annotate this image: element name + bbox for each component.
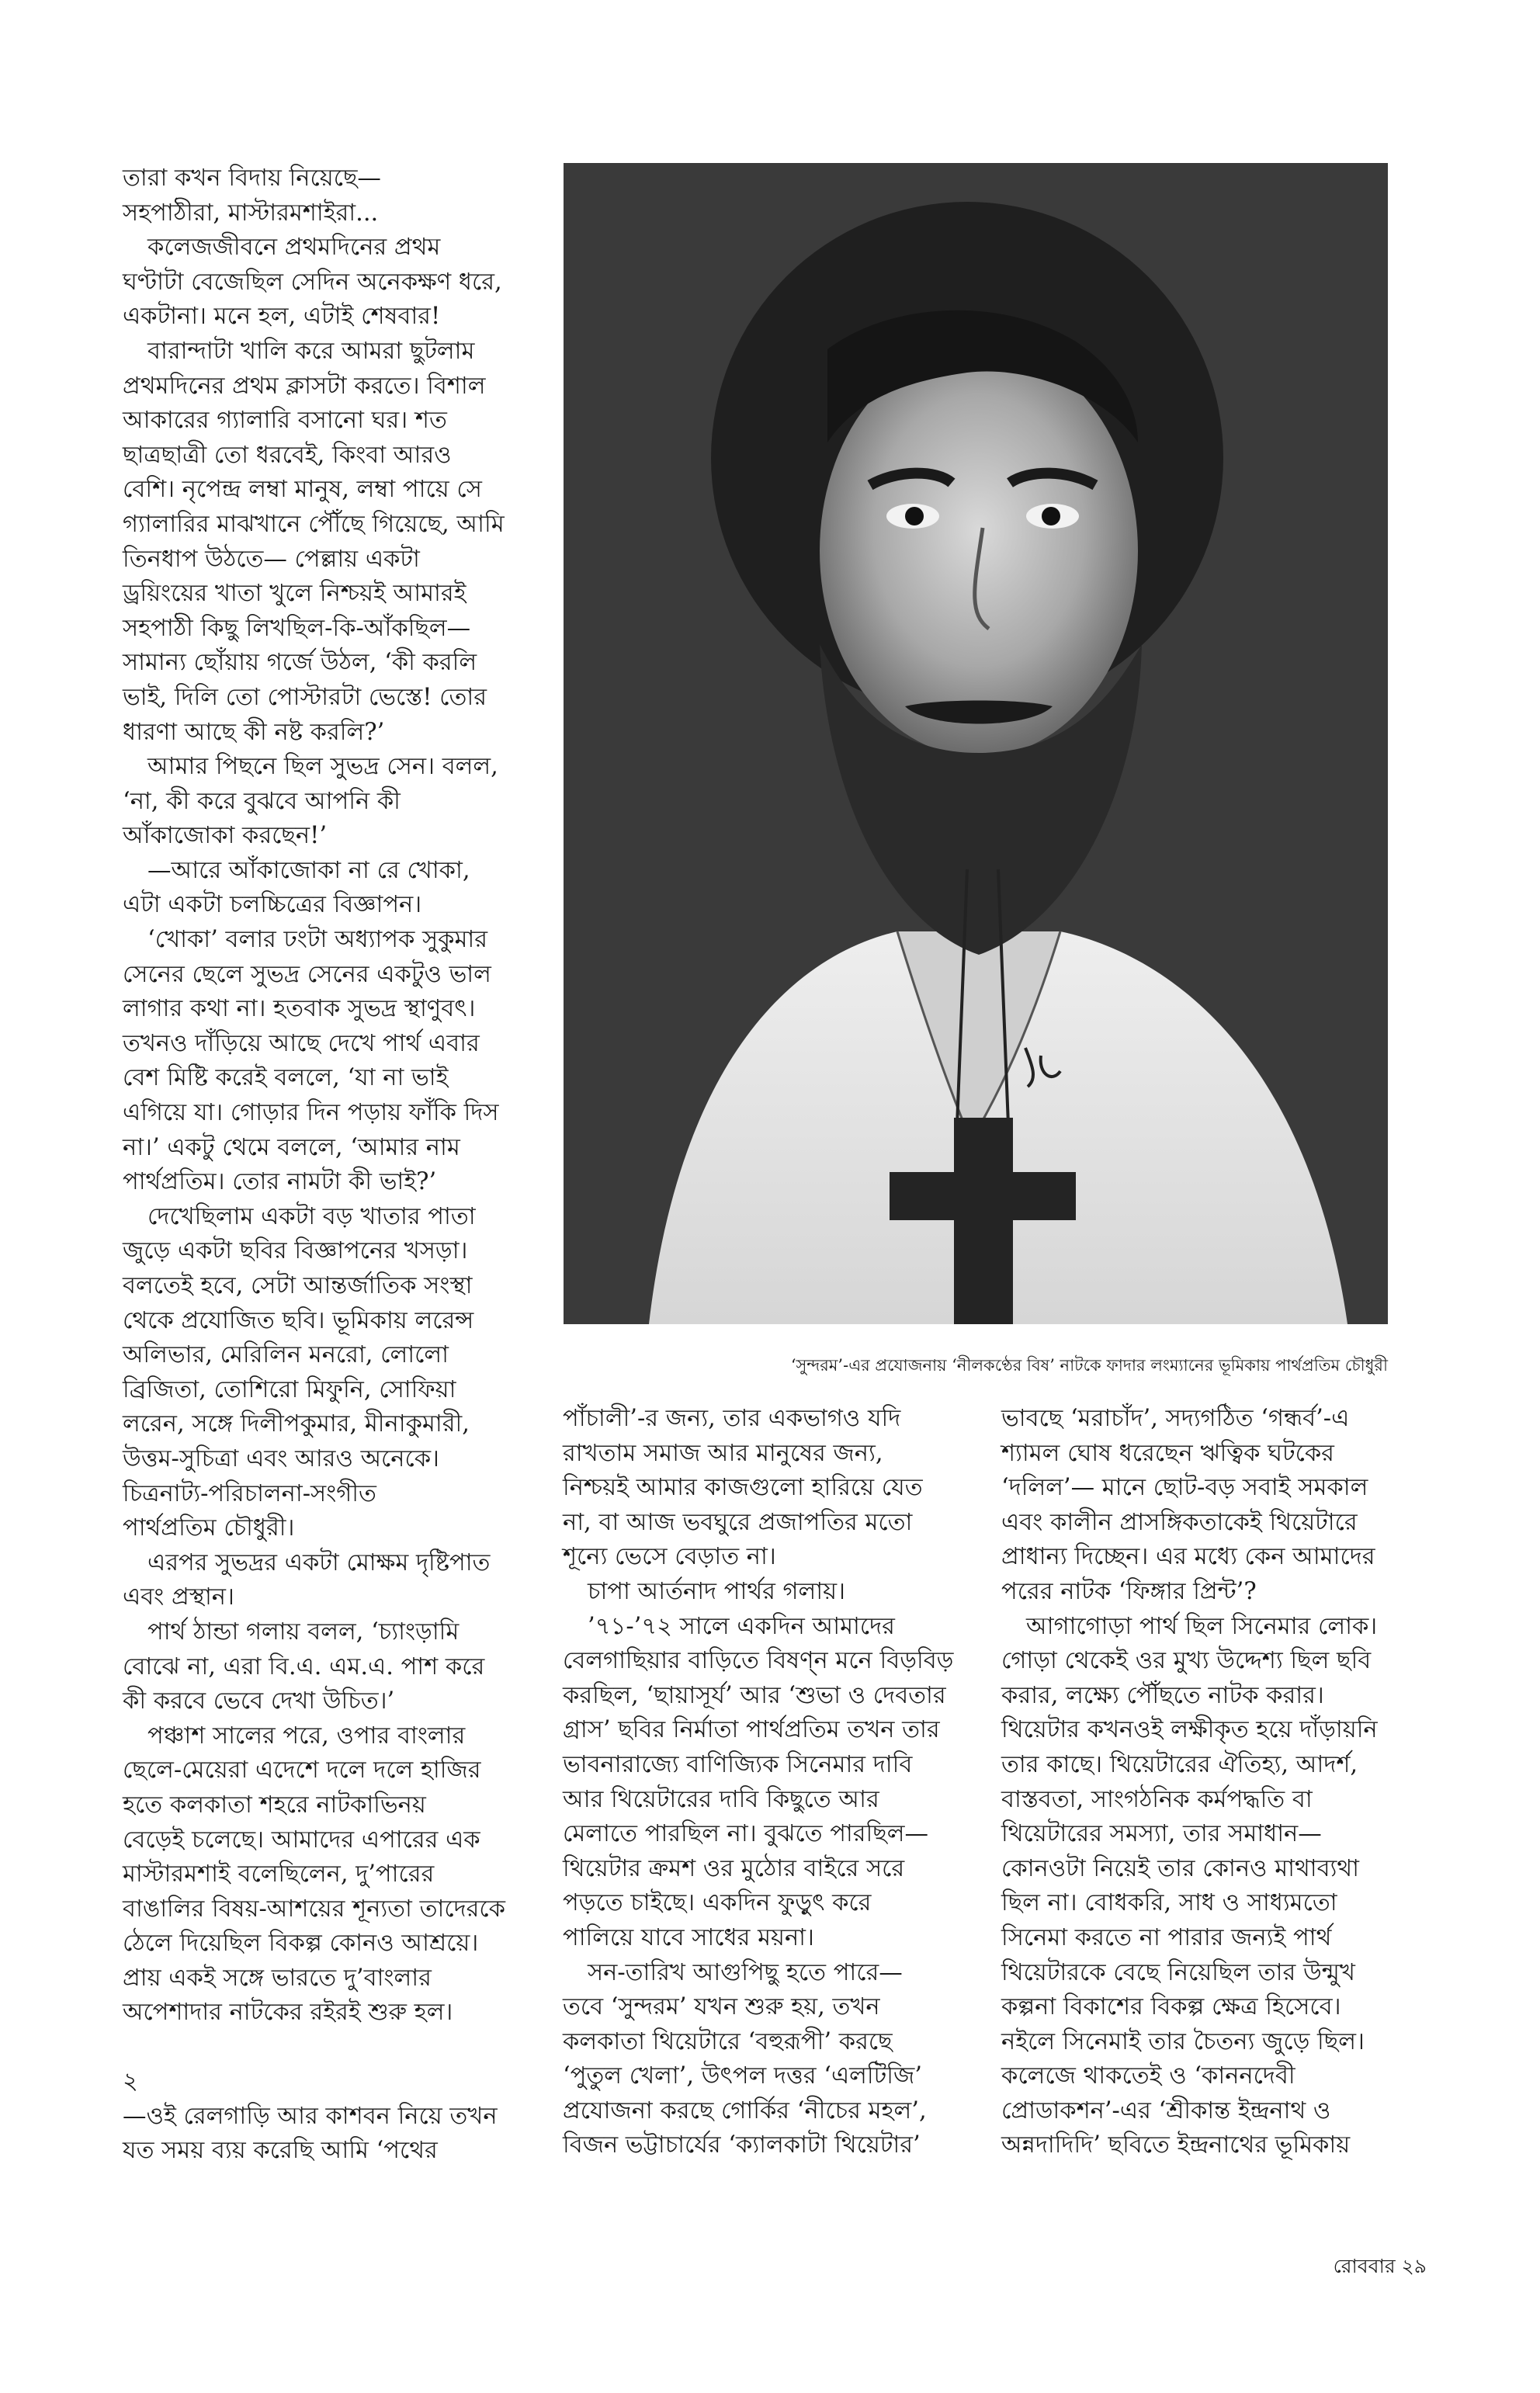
text-line: লরেন, সঙ্গে দিলীপকুমার, মীনাকুমারী, (123, 1410, 470, 1438)
text-line: ব্রিজিতা, তোশিরো মিফুনি, সোফিয়া (123, 1375, 456, 1403)
text-line: আঁকাজোকা করছেন!’ (123, 822, 328, 850)
text-line: কোনওটা নিয়েই তার কোনও মাথাব্যথা (1001, 1854, 1359, 1882)
text-line: গোড়া থেকেই ওর মুখ্য উদ্দেশ্য ছিল ছবি (1001, 1647, 1372, 1675)
text-line: আর থিয়েটারের দাবি কিছুতে আর (563, 1785, 879, 1813)
text-line: পালিয়ে যাবে সাধের ময়না। (563, 1923, 814, 1951)
text-line: পরের নাটক ‘ফিঙ্গার প্রিন্ট’? (1001, 1577, 1257, 1605)
text-line: হতে কলকাতা শহরে নাটকাভিনয় (123, 1791, 426, 1819)
text-line: সিনেমা করতে না পারার জন্যই পার্থ (1001, 1923, 1332, 1951)
text-line: সন-তারিখ আগুপিছু হতে পারে— (588, 1958, 903, 1986)
text-line: নিশ্চয়ই আমার কাজগুলো হারিয়ে যেত (563, 1474, 923, 1502)
text-line: বাস্তবতা, সাংগঠনিক কর্মপদ্ধতি বা (1001, 1785, 1313, 1813)
text-line: জুড়ে একটা ছবির বিজ্ঞাপনের খসড়া। (123, 1237, 468, 1265)
text-line: প্রযোজনা করছে গোর্কির ‘নীচের মহল’, (563, 2096, 927, 2124)
right-text-column (1001, 1402, 1436, 2163)
text-line: চাপা আর্তনাদ পার্থর গলায়। (588, 1577, 845, 1605)
portrait-illustration (564, 163, 1388, 1324)
text-line: বাঙালির বিষয়-আশয়ের শূন্যতা তাদেরকে (123, 1895, 505, 1923)
text-line: নইলে সিনেমাই তার চৈতন্য জুড়ে ছিল। (1001, 2027, 1365, 2055)
text-line: আকারের গ্যালারি বসানো ঘর। শত (123, 407, 447, 435)
text-line: শ্যামল ঘোষ ধরেছেন ঋত্বিক ঘটকের (1001, 1439, 1334, 1467)
text-line: পঞ্চাশ সালের পরে, ওপার বাংলার (147, 1722, 466, 1750)
text-line: বেশ মিষ্টি করেই বললে, ‘যা না ভাই (123, 1064, 449, 1092)
text-line: করছিল, ‘ছায়াসূর্য’ আর ‘শুভা ও দেবতার (563, 1681, 946, 1709)
text-line: বেলগাছিয়ার বাড়িতে বিষণ্ন মনে বিড়বিড় (563, 1647, 954, 1675)
text-line: রাখতাম সমাজ আর মানুষের জন্য, (563, 1439, 883, 1467)
text-line: ঠেলে দিয়েছিল বিকল্প কোনও আশ্রয়ে। (123, 1930, 479, 1958)
text-line: গ্রাস’ ছবির নির্মাতা পার্থপ্রতিম তখন তার (563, 1716, 940, 1744)
text-line: তিনধাপ উঠতে— পেল্লায় একটা (123, 545, 420, 573)
text-line: বেশি। নৃপেন্দ্র লম্বা মানুষ, লম্বা পায়ে সে (123, 476, 482, 504)
section-spacer (123, 2031, 554, 2065)
text-line: সহপাঠী কিছু লিখছিল-কি-আঁকছিল— (123, 614, 471, 642)
text-line: ভাই, দিলি তো পোস্টারটা ভেস্তে! তোর (123, 683, 487, 711)
text-line: উত্তম-সুচিত্রা এবং আরও অনেকে। (123, 1444, 439, 1472)
text-line: ড্রয়িংয়ের খাতা খুলে নিশ্চয়ই আমারই (123, 580, 467, 608)
text-line: থেকে প্রযোজিত ছবি। ভূমিকায় লরেন্স (123, 1306, 474, 1334)
text-line: প্রোডাকশন’-এর ‘শ্রীকান্ত ইন্দ্রনাথ ও (1001, 2096, 1331, 2124)
text-line: মাস্টারমশাই বলেছিলেন, দু’পারের (123, 1861, 435, 1888)
text-line: পড়তে চাইছে। একদিন ফুড়ুৎ করে (563, 1889, 872, 1917)
text-line: প্রাধান্য দিচ্ছেন। এর মধ্যে কেন আমাদের (1001, 1543, 1375, 1571)
text-line: পার্থপ্রতিম চৌধুরী। (123, 1514, 295, 1542)
text-line: শূন্যে ভেসে বেড়াত না। (563, 1543, 776, 1571)
text-line: প্রায় একই সঙ্গে ভারতে দু’বাংলার (123, 1964, 432, 1992)
text-line: পার্থপ্রতিম। তোর নামটা কী ভাই?’ (123, 1168, 437, 1196)
text-line: তারা কখন বিদায় নিয়েছে— (123, 165, 381, 192)
text-line: চিত্রনাট্য-পরিচালনা-সংগীত (123, 1479, 376, 1507)
text-line: ধারণা আছে কী নষ্ট করলি?’ (123, 718, 385, 746)
page-footer: রোববার ২৯ (1333, 2255, 1427, 2277)
text-line: মেলাতে পারছিল না। বুঝতে পারছিল— (563, 1820, 928, 1848)
middle-text-column (563, 1402, 982, 2163)
text-line: কলকাতা থিয়েটারে ‘বহুরূপী’ করছে (563, 2027, 893, 2055)
text-line: থিয়েটারকে বেছে নিয়েছিল তার উন্মুখ (1001, 1958, 1355, 1986)
text-line: ভাবনারাজ্যে বাণিজ্যিক সিনেমার দাবি (563, 1750, 913, 1778)
text-line: ‘খোকা’ বলার ঢংটা অধ্যাপক সুকুমার (147, 926, 488, 954)
photo-caption: ‘সুন্দরম’-এর প্রযোজনায় ‘নীলকণ্ঠের বিষ’ নাটকে ফাদার লংম্যানের ভূমিকায় পার্থপ্রতিম চৌধুরী (790, 1356, 1388, 1375)
text-line: যত সময় ব্যয় করেছি আমি ‘পথের (123, 2137, 438, 2165)
text-line: ’৭১-’৭২ সালে একদিন আমাদের (588, 1612, 895, 1640)
text-line: বলতেই হবে, সেটা আন্তর্জাতিক সংস্থা (123, 1272, 473, 1299)
text-line: বোঝে না, এরা বি.এ. এম.এ. পাশ করে (123, 1653, 485, 1680)
text-line: সহপাঠীরা, মাস্টারমশাইরা... (123, 199, 379, 227)
text-line: বেড়েই চলেছে। আমাদের এপারের এক (123, 1826, 480, 1854)
text-line: পাঁচালী’-র জন্য, তার একভাগও যদি (563, 1405, 901, 1432)
text-line: থিয়েটার কখনওই লক্ষীকৃত হয়ে দাঁড়ায়নি (1001, 1716, 1378, 1744)
text-line: এটা একটা চলচ্চিত্রের বিজ্ঞাপন। (123, 891, 422, 919)
left-text-column (123, 161, 554, 2169)
text-line: বিজন ভট্টাচার্যের ‘ক্যালকাটা থিয়েটার’ (563, 2131, 921, 2159)
text-line: না।’ একটু থেমে বললে, ‘আমার নাম (123, 1133, 460, 1161)
text-line: অপেশাদার নাটকের রইরই শুরু হল। (123, 1999, 453, 2027)
text-line: এবং কালীন প্রাসঙ্গিকতাকেই থিয়েটারে (1001, 1508, 1358, 1536)
text-line: ‘না, কী করে বুঝবে আপনি কী (123, 787, 401, 815)
text-line: পার্থ ঠান্ডা গলায় বলল, ‘চ্যাংড়ামি (147, 1618, 460, 1646)
text-line: অন্নদাদিদি’ ছবিতে ইন্দ্রনাথের ভূমিকায় (1001, 2131, 1351, 2159)
text-line: এবং প্রস্থান। (123, 1583, 234, 1611)
text-line: ছিল না। বোধকরি, সাধ ও সাধ্যমতো (1001, 1889, 1337, 1917)
text-line: করার, লক্ষ্যে পৌঁছতে নাটক করার। (1001, 1681, 1324, 1709)
text-line: দেখেছিলাম একটা বড় খাতার পাতা (147, 1202, 476, 1230)
section-number: ২ (123, 2068, 138, 2096)
text-line: না, বা আজ ভবঘুরে প্রজাপতির মতো (563, 1508, 913, 1536)
text-line: সামান্য ছোঁয়ায় গর্জে উঠল, ‘কী করলি (123, 649, 477, 677)
text-line: ‘পুতুল খেলা’, উৎপল দত্তর ‘এলটিজি’ (563, 2062, 922, 2090)
text-line: কী করবে ভেবে দেখা উচিত।’ (123, 1687, 395, 1715)
text-line: থিয়েটারের সমস্যা, তার সমাধান— (1001, 1820, 1322, 1848)
text-line: তখনও দাঁড়িয়ে আছে দেখে পার্থ এবার (123, 1029, 480, 1057)
text-line: আগাগোড়া পার্থ ছিল সিনেমার লোক। (1026, 1612, 1378, 1640)
portrait-photo (564, 163, 1388, 1324)
text-line: এগিয়ে যা। গোড়ার দিন পড়ায় ফাঁকি দিস (123, 1099, 499, 1127)
text-line: প্রথমদিনের প্রথম ক্লাসটা করতে। বিশাল (123, 372, 486, 400)
text-line: আমার পিছনে ছিল সুভদ্র সেন। বলল, (147, 753, 498, 781)
text-line: কলেজজীবনে প্রথমদিনের প্রথম (147, 234, 441, 262)
text-line: ছাত্রছাত্রী তো ধরবেই, কিংবা আরও (123, 441, 452, 469)
text-line: বারান্দাটা খালি করে আমরা ছুটলাম (147, 337, 475, 365)
text-line: কলেজে থাকতেই ও ‘কাননদেবী (1001, 2062, 1295, 2090)
text-line: লাগার কথা না। হতবাক সুভদ্র স্থাণুবৎ। (123, 995, 476, 1023)
text-line: ‘দলিল’— মানে ছোট-বড় সবাই সমকাল (1001, 1474, 1368, 1502)
text-line: ছেলে-মেয়েরা এদেশে দলে দলে হাজির (123, 1757, 481, 1784)
text-line: ভাবছে ‘মরাচাঁদ’, সদ্যগঠিত ‘গন্ধর্ব’-এ (1001, 1405, 1350, 1432)
text-line: এরপর সুভদ্রর একটা মোক্ষম দৃষ্টিপাত (147, 1549, 491, 1576)
text-line: গ্যালারির মাঝখানে পৌঁছে গিয়েছে, আমি (123, 510, 505, 538)
text-line: তার কাছে। থিয়েটারের ঐতিহ্য, আদর্শ, (1001, 1750, 1358, 1778)
text-line: তবে ‘সুন্দরম’ যখন শুরু হয়, তখন (563, 1993, 880, 2021)
text-line: ঘণ্টাটা বেজেছিল সেদিন অনেকক্ষণ ধরে, (123, 268, 502, 296)
text-line: থিয়েটার ক্রমশ ওর মুঠোর বাইরে সরে (563, 1854, 905, 1882)
text-line: একটানা। মনে হল, এটাই শেষবার! (123, 303, 441, 331)
text-line: —আরে আঁকাজোকা না রে খোকা, (147, 856, 470, 884)
text-line: কল্পনা বিকাশের বিকল্প ক্ষেত্র হিসেবে। (1001, 1993, 1341, 2021)
text-line: —ওই রেলগাড়ি আর কাশবন নিয়ে তখন (123, 2102, 498, 2130)
text-line: সেনের ছেলে সুভদ্র সেনের একটুও ভাল (123, 960, 491, 988)
text-line: অলিভার, মেরিলিন মনরো, লোলো (123, 1341, 449, 1369)
